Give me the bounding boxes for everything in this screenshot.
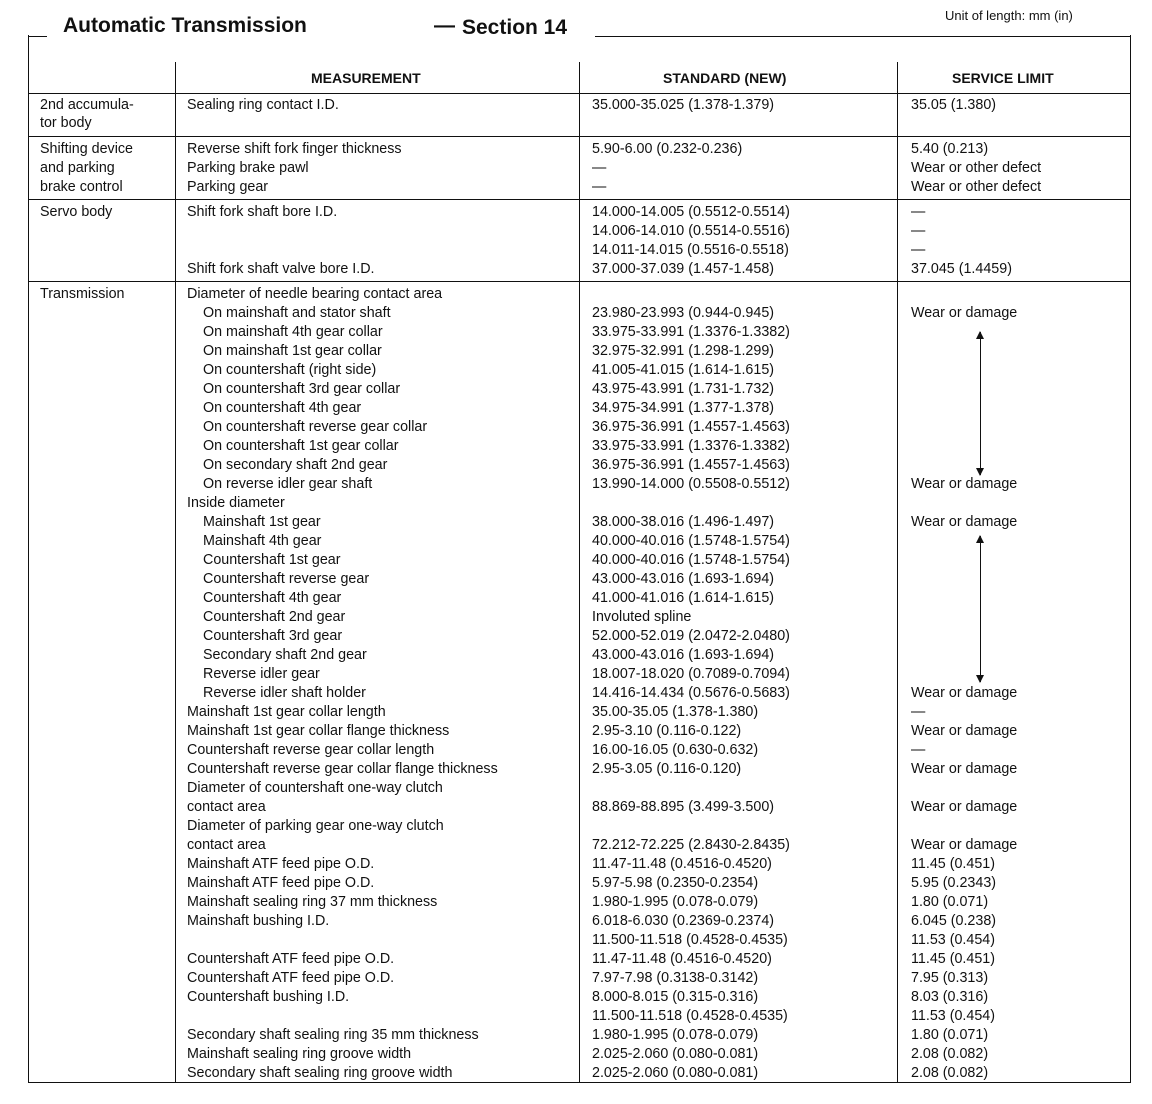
row-standard-cell: 33.975-33.991 (1.3376-1.3382) — [592, 324, 790, 340]
row-measurement-cell: Countershaft bushing I.D. — [187, 989, 350, 1005]
table-row — [0, 1007, 1152, 1026]
table-row — [0, 96, 1152, 115]
table-row — [0, 760, 1152, 779]
table-row — [0, 399, 1152, 418]
row-measurement-cell: Diameter of needle bearing contact area — [187, 286, 443, 302]
row-limit-cell: 2.08 (0.082) — [911, 1065, 989, 1081]
row-standard-cell: 8.000-8.015 (0.315-0.316) — [592, 989, 759, 1005]
row-limit-cell: 5.95 (0.2343) — [911, 875, 997, 891]
table-row — [0, 627, 1152, 646]
row-limit-cell: Wear or damage — [911, 514, 1018, 530]
row-standard-cell: 40.000-40.016 (1.5748-1.5754) — [592, 552, 790, 568]
table-row — [0, 893, 1152, 912]
table-row — [0, 285, 1152, 304]
row-measurement-cell: Countershaft reverse gear collar length — [187, 742, 435, 758]
row-standard-cell: 32.975-32.991 (1.298-1.299) — [592, 343, 775, 359]
row-limit-cell: 7.95 (0.313) — [911, 970, 989, 986]
row-measurement-cell: Diameter of countershaft one-way clutch — [187, 780, 443, 796]
table-row — [0, 380, 1152, 399]
table-row — [0, 361, 1152, 380]
row-standard-cell: 35.000-35.025 (1.378-1.379) — [592, 97, 775, 113]
table-row — [0, 874, 1152, 893]
row-measurement-cell: On countershaft reverse gear collar — [203, 419, 428, 435]
table-row — [0, 323, 1152, 342]
row-measurement-cell: Mainshaft ATF feed pipe O.D. — [187, 875, 375, 891]
table-row — [0, 203, 1152, 222]
row-limit-cell: Wear or damage — [911, 305, 1018, 321]
row-standard-cell: 11.500-11.518 (0.4528-0.4535) — [592, 932, 788, 948]
table-row — [0, 551, 1152, 570]
table-row — [0, 665, 1152, 684]
row-standard-cell: 2.95-3.10 (0.116-0.122) — [592, 723, 742, 739]
row-limit-cell: 11.45 (0.451) — [911, 856, 995, 872]
row-standard-cell: 5.97-5.98 (0.2350-0.2354) — [592, 875, 759, 891]
page-title: Automatic Transmission — [63, 14, 307, 37]
row-standard-cell: 36.975-36.991 (1.4557-1.4563) — [592, 419, 790, 435]
row-measurement-cell: On countershaft (right side) — [203, 362, 377, 378]
table-row — [0, 418, 1152, 437]
row-measurement-cell: Sealing ring contact I.D. — [187, 97, 339, 113]
row-group-cell: Shifting device — [40, 141, 133, 157]
table-row — [0, 532, 1152, 551]
row-measurement-cell: Diameter of parking gear one-way clutch — [187, 818, 444, 834]
table-row — [0, 817, 1152, 836]
row-measurement-cell: Reverse idler shaft holder — [203, 685, 366, 701]
row-standard-cell: 52.000-52.019 (2.0472-2.0480) — [592, 628, 790, 644]
row-measurement-cell: Countershaft reverse gear collar flange thickness — [187, 761, 498, 777]
row-measurement-cell: On mainshaft 1st gear collar — [203, 343, 382, 359]
row-measurement-cell: Mainshaft sealing ring 37 mm thickness — [187, 894, 438, 910]
table-row — [0, 988, 1152, 1007]
row-limit-cell: Wear or damage — [911, 685, 1018, 701]
row-measurement-cell: Parking brake pawl — [187, 160, 309, 176]
row-standard-cell: 2.95-3.05 (0.116-0.120) — [592, 761, 742, 777]
row-measurement-cell: Countershaft ATF feed pipe O.D. — [187, 970, 395, 986]
row-group-cell: Transmission — [40, 286, 125, 302]
table-row — [0, 159, 1152, 178]
row-standard-cell: — — [592, 160, 607, 176]
row-measurement-cell: Mainshaft 1st gear collar length — [187, 704, 386, 720]
row-group-cell: Servo body — [40, 204, 113, 220]
row-standard-cell: 88.869-88.895 (3.499-3.500) — [592, 799, 775, 815]
table-row — [0, 1026, 1152, 1045]
row-limit-cell: Wear or other defect — [911, 160, 1042, 176]
table-row — [0, 456, 1152, 475]
table-row — [0, 722, 1152, 741]
row-measurement-cell: Inside diameter — [187, 495, 285, 511]
row-standard-cell: 2.025-2.060 (0.080-0.081) — [592, 1065, 759, 1081]
table-row — [0, 475, 1152, 494]
row-measurement-cell: On countershaft 1st gear collar — [203, 438, 399, 454]
row-standard-cell: 1.980-1.995 (0.078-0.079) — [592, 894, 759, 910]
row-limit-cell: — — [911, 242, 926, 258]
row-limit-cell: 11.45 (0.451) — [911, 951, 995, 967]
row-standard-cell: — — [592, 179, 607, 195]
row-limit-cell: Wear or other defect — [911, 179, 1042, 195]
row-standard-cell: 14.006-14.010 (0.5514-0.5516) — [592, 223, 790, 239]
table-row — [0, 969, 1152, 988]
row-measurement-cell: On countershaft 4th gear — [203, 400, 362, 416]
row-standard-cell: 43.975-43.991 (1.731-1.732) — [592, 381, 775, 397]
row-standard-cell: 6.018-6.030 (0.2369-0.2374) — [592, 913, 775, 929]
row-measurement-cell: Mainshaft ATF feed pipe O.D. — [187, 856, 375, 872]
row-standard-cell: 7.97-7.98 (0.3138-0.3142) — [592, 970, 759, 986]
table-row — [0, 855, 1152, 874]
table-row — [0, 342, 1152, 361]
row-standard-cell: 14.416-14.434 (0.5676-0.5683) — [592, 685, 790, 701]
row-standard-cell: 5.90-6.00 (0.232-0.236) — [592, 141, 743, 157]
row-standard-cell: 11.47-11.48 (0.4516-0.4520) — [592, 951, 772, 967]
unit-note: Unit of length: mm (in) — [945, 8, 1073, 23]
table-row — [0, 222, 1152, 241]
table-row — [0, 684, 1152, 703]
table-row — [0, 570, 1152, 589]
row-standard-cell: 37.000-37.039 (1.457-1.458) — [592, 261, 775, 277]
row-limit-cell: 6.045 (0.238) — [911, 913, 997, 929]
table-row — [0, 304, 1152, 323]
row-standard-cell: 14.011-14.015 (0.5516-0.5518) — [592, 242, 789, 258]
row-limit-cell: 11.53 (0.454) — [911, 1008, 995, 1024]
table-row — [0, 1064, 1152, 1083]
col-header-standard: STANDARD (NEW) — [663, 70, 787, 86]
table-row — [0, 912, 1152, 931]
row-limit-cell: 5.40 (0.213) — [911, 141, 989, 157]
row-limit-cell: 1.80 (0.071) — [911, 894, 989, 910]
table-row — [0, 741, 1152, 760]
row-standard-cell: 23.980-23.993 (0.944-0.945) — [592, 305, 775, 321]
table-row — [0, 260, 1152, 279]
row-standard-cell: Involuted spline — [592, 609, 692, 625]
table-row — [0, 589, 1152, 608]
row-standard-cell: 13.990-14.000 (0.5508-0.5512) — [592, 476, 790, 492]
row-group-cell: and parking — [40, 160, 115, 176]
row-limit-cell: 11.53 (0.454) — [911, 932, 995, 948]
row-measurement-cell: On countershaft 3rd gear collar — [203, 381, 401, 397]
row-measurement-cell: Countershaft 4th gear — [203, 590, 342, 606]
row-measurement-cell: contact area — [187, 837, 266, 853]
row-limit-cell: Wear or damage — [911, 837, 1018, 853]
row-measurement-cell: Secondary shaft sealing ring 35 mm thickness — [187, 1027, 479, 1043]
row-standard-cell: 14.000-14.005 (0.5512-0.5514) — [592, 204, 790, 220]
row-limit-cell: Wear or damage — [911, 476, 1018, 492]
section-label: Section 14 — [462, 16, 568, 39]
table-row — [0, 836, 1152, 855]
row-standard-cell: 34.975-34.991 (1.377-1.378) — [592, 400, 775, 416]
row-measurement-cell: Shift fork shaft valve bore I.D. — [187, 261, 375, 277]
row-measurement-cell: Countershaft reverse gear — [203, 571, 370, 587]
table-row — [0, 931, 1152, 950]
row-limit-cell: — — [911, 704, 926, 720]
row-measurement-cell: Reverse idler gear — [203, 666, 320, 682]
row-measurement-cell: Mainshaft bushing I.D. — [187, 913, 330, 929]
table-row — [0, 513, 1152, 532]
row-measurement-cell: Mainshaft 1st gear collar flange thickness — [187, 723, 450, 739]
table-row — [0, 241, 1152, 260]
row-measurement-cell: Countershaft ATF feed pipe O.D. — [187, 951, 395, 967]
row-measurement-cell: On mainshaft 4th gear collar — [203, 324, 383, 340]
row-measurement-cell: Parking gear — [187, 179, 269, 195]
row-measurement-cell: Countershaft 1st gear — [203, 552, 341, 568]
row-group-cell: tor body — [40, 115, 92, 131]
row-limit-cell: — — [911, 223, 926, 239]
row-standard-cell: 18.007-18.020 (0.7089-0.7094) — [592, 666, 790, 682]
table-row — [0, 703, 1152, 722]
row-measurement-cell: On mainshaft and stator shaft — [203, 305, 391, 321]
row-limit-cell: 35.05 (1.380) — [911, 97, 997, 113]
row-standard-cell: 33.975-33.991 (1.3376-1.3382) — [592, 438, 790, 454]
table-row — [0, 114, 1152, 133]
row-limit-cell: 1.80 (0.071) — [911, 1027, 989, 1043]
row-standard-cell: 11.500-11.518 (0.4528-0.4535) — [592, 1008, 788, 1024]
row-limit-cell: Wear or damage — [911, 799, 1018, 815]
row-measurement-cell: Shift fork shaft bore I.D. — [187, 204, 338, 220]
col-header-measurement: MEASUREMENT — [311, 70, 421, 86]
row-measurement-cell: Secondary shaft 2nd gear — [203, 647, 367, 663]
row-measurement-cell: Countershaft 2nd gear — [203, 609, 346, 625]
row-standard-cell: 2.025-2.060 (0.080-0.081) — [592, 1046, 759, 1062]
row-standard-cell: 40.000-40.016 (1.5748-1.5754) — [592, 533, 790, 549]
col-header-service-limit: SERVICE LIMIT — [952, 70, 1054, 86]
group-divider — [28, 136, 1130, 137]
row-measurement-cell: Secondary shaft sealing ring groove width — [187, 1065, 453, 1081]
group-divider — [28, 281, 1130, 282]
row-measurement-cell: Mainshaft sealing ring groove width — [187, 1046, 412, 1062]
group-divider — [28, 199, 1130, 200]
row-limit-cell: 37.045 (1.4459) — [911, 261, 1012, 277]
row-standard-cell: 16.00-16.05 (0.630-0.632) — [592, 742, 759, 758]
row-standard-cell: 72.212-72.225 (2.8430-2.8435) — [592, 837, 790, 853]
row-standard-cell: 35.00-35.05 (1.378-1.380) — [592, 704, 759, 720]
title-dash: — — [434, 14, 455, 37]
row-standard-cell: 41.005-41.015 (1.614-1.615) — [592, 362, 775, 378]
row-limit-cell: Wear or damage — [911, 723, 1018, 739]
table-row — [0, 646, 1152, 665]
table-row — [0, 779, 1152, 798]
row-measurement-cell: Mainshaft 1st gear — [203, 514, 321, 530]
row-standard-cell: 1.980-1.995 (0.078-0.079) — [592, 1027, 759, 1043]
row-measurement-cell: Mainshaft 4th gear — [203, 533, 322, 549]
table-row — [0, 437, 1152, 456]
table-row — [0, 1045, 1152, 1064]
row-measurement-cell: On reverse idler gear shaft — [203, 476, 373, 492]
row-standard-cell: 43.000-43.016 (1.693-1.694) — [592, 571, 775, 587]
row-standard-cell: 41.000-41.016 (1.614-1.615) — [592, 590, 775, 606]
row-limit-cell: 8.03 (0.316) — [911, 989, 989, 1005]
row-measurement-cell: Reverse shift fork finger thickness — [187, 141, 402, 157]
header-divider — [28, 93, 1130, 94]
row-standard-cell: 11.47-11.48 (0.4516-0.4520) — [592, 856, 772, 872]
table-row — [0, 140, 1152, 159]
table-row — [0, 950, 1152, 969]
row-standard-cell: 36.975-36.991 (1.4557-1.4563) — [592, 457, 790, 473]
row-group-cell: brake control — [40, 179, 123, 195]
table-row — [0, 608, 1152, 627]
row-standard-cell: 43.000-43.016 (1.693-1.694) — [592, 647, 775, 663]
row-limit-cell: 2.08 (0.082) — [911, 1046, 989, 1062]
row-limit-cell: — — [911, 742, 926, 758]
table-row — [0, 178, 1152, 197]
row-measurement-cell: On secondary shaft 2nd gear — [203, 457, 388, 473]
row-measurement-cell: contact area — [187, 799, 266, 815]
row-standard-cell: 38.000-38.016 (1.496-1.497) — [592, 514, 775, 530]
row-limit-cell: — — [911, 204, 926, 220]
row-measurement-cell: Countershaft 3rd gear — [203, 628, 343, 644]
table-row — [0, 494, 1152, 513]
row-group-cell: 2nd accumula- — [40, 97, 134, 113]
table-row — [0, 798, 1152, 817]
row-limit-cell: Wear or damage — [911, 761, 1018, 777]
